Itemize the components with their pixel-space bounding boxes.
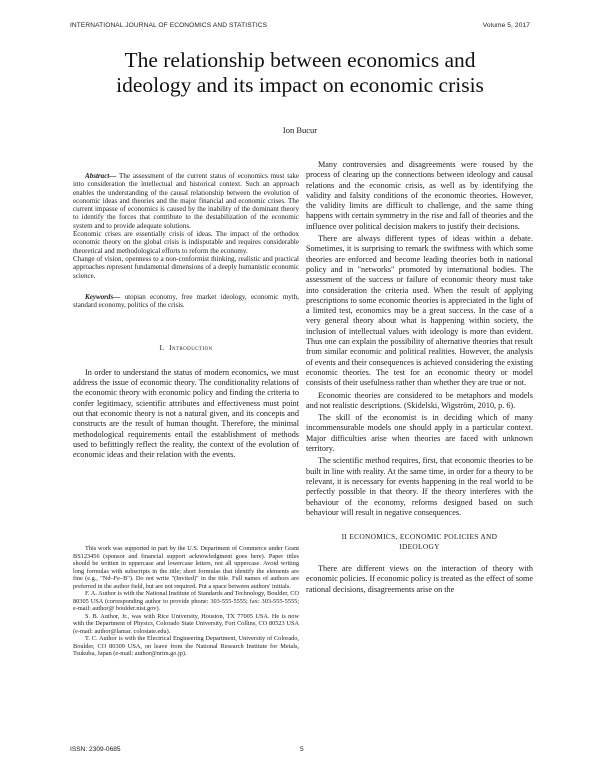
journal-name: INTERNATIONAL JOURNAL OF ECONOMICS AND STATISTICS	[70, 22, 268, 29]
body-paragraph-4: The skill of the economist is in deciding which of many incommensurable models one should apply in a particular context. Major difficulties arise when theories are faced with unknown territory.	[306, 413, 533, 454]
keywords-text: utopian economy, free market ideology, economic myth, standard economy, politics of the crisis.	[73, 292, 299, 310]
footnote-author-1: F. A. Author is with the National Institute of Standards and Technology, Boulder, CO 80305 USA (corresponding author to provide phone: 303-555-5555; fax: 303-555-5555; e-mail: author@ boulder.nist.gov).	[73, 590, 299, 612]
keywords-label: Keywords—	[85, 292, 121, 301]
intro-paragraph: In order to understand the status of modern economics, we must address the issue of economic theory. The conditionality relations of the economic theory with economic policy and finding the criteria to confer legitimacy, scientific attributes and effectiveness must point out that economic theory is not a natural given, and its concepts and constructs are the result of human thought. Therefore, the minimal methodological requirements entail the establishment of methods used to befittingly reflect the reality, the context of the evolution of economic ideas and their relation with the events.	[73, 367, 299, 460]
abstract-paragraph-1	[73, 172, 299, 230]
left-column	[73, 172, 299, 462]
body-paragraph-5: The scientific method requires, first, that economic theories to be built in line with reality. At the same time, in order for a theory to be relevant, it is necessary for events happening in the real world to be perfectly possible in that theory. If the theory interferes with the behaviour of the economy, reforms designed based on such behaviour will result in negative consequences.	[306, 456, 533, 517]
volume-label: Volume 5, 2017	[482, 22, 530, 29]
abstract-paragraph-3: Change of vision, openness to a non-conformist thinking, realistic and practical approaches represent fundamental dimensions of a deeply humanistic economic science.	[73, 254, 299, 280]
page-number: 5	[300, 746, 304, 753]
body-paragraph-6: There are different views on the interaction of theory with economic policies. If economic policy is treated as the effect of some rational decisions, disagreements arise on the	[306, 564, 533, 594]
abstract-paragraph-2: Economic crises are essentially crisis of ideas. The impact of the orthodox economic theory on the global crisis is indisputable and requires considerable theoretical and methodological efforts to reform the economy.	[73, 230, 299, 255]
issn: ISSN: 2309-0685	[70, 746, 121, 753]
section-title: Introduction	[169, 343, 213, 353]
paper-title-line-1: The relationship between economics and	[124, 48, 476, 72]
body-paragraph-1: Many controversies and disagreements were roused by the process of clearing up the connections between ideology and causal relations and the economic crisis, as well as by identifying the validity and falsity conditions of the economic theories. However, the validity limits are difficult to challenge, and the same thing happens with certain symmetry in the rise and fall of theories and the influence over political decision makers to justify their decisions.	[306, 160, 533, 231]
right-column	[306, 160, 533, 597]
footnote-author-3: T. C. Author is with the Electrical Engineering Department, University of Colorado, Boulder, CO 80309 USA, on leave from the National Research Institute for Metals, Tsukuba, Japan (e-mail: author@nrim.go.jp).	[73, 635, 299, 657]
author-name: Ion Bucur	[282, 125, 318, 135]
abstract-text-1: The assessment of the current status of economics must take into consideration the intellectual and historical context. Such an approach enables the understanding of the causal relationship between the evolution of economic ideas and theories and the major financial and economic crises. The current impasse of economics is caused by the inability of the dominant theory to identify the forces that contribute to the destabilization of the economic system and to provide adequate solutions.	[73, 172, 299, 230]
paper-title-line-2: ideology and its impact on economic crisis	[116, 73, 484, 97]
section-heading-introduction	[73, 343, 299, 353]
section-heading-economics	[306, 532, 533, 552]
body-paragraph-3: Economic theories are considered to be metaphors and models and not realistic descriptions. (Skidelski, Wigström, 2010, p. 6).	[306, 390, 533, 410]
paper-title	[60, 48, 540, 98]
keywords	[73, 293, 299, 310]
footnote-funding: This work was supported in part by the U.S. Department of Commerce under Grant BS123456 (sponsor and financial support acknowledgment goes here). Paper titles should be written in uppercase and lowercase letters, not all uppercase. Avoid writing long formulas with subscripts in the title; short formulas that identify the elements are fine (e.g., "Nd–Fe–B"). Do not write "(Invited)" in the title. Full names of authors are preferred in the author field, but are not required. Put a space between authors' initials.	[73, 545, 299, 590]
page-footer	[70, 746, 530, 753]
abstract-label: Abstract—	[85, 172, 117, 180]
section-number: I.	[159, 343, 165, 353]
section-heading-line-2: IDEOLOGY	[399, 542, 440, 552]
footnotes	[73, 545, 299, 658]
running-header	[70, 22, 530, 29]
footnote-author-2: S. B. Author, Jr., was with Rice University, Houston, TX 77005 USA. He is now with the Department of Physics, Colorado State University, Fort Collins, CO 80523 USA (e-mail: author@lamar. colostate.edu).	[73, 612, 299, 635]
body-paragraph-2: There are always different types of ideas within a debate. Sometimes, it is surprising to remark the swiftness with which some theories are enforced and become leading theories both in national policy and in "networks" promoted by international bodies. The assessment of the success or failure of economic theory must take into consideration the criteria used. When the result of applying prescriptions to some economic theories is appreciated in the light of a limited test, economics may be a great success. In the case of a very general theory about what is happening within society, the inclusion of intellectual values with ideology is more than evident. Thus one can explain the possibility of alternative theories that result from similar economic and political realities. However, the analysis of events and their consequences is achieved considering the existing economic theories. The test for an economic theory or model consists of their usefulness rather than whether they are true or not.	[306, 234, 533, 388]
section-heading-line-1: II ECONOMICS, ECONOMIC POLICIES AND	[341, 532, 498, 542]
